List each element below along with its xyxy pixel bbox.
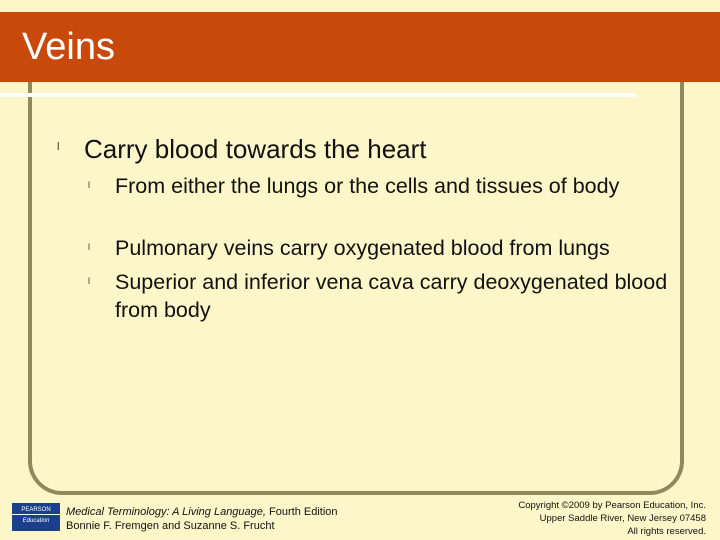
copyright-line-1: Copyright ©2009 by Pearson Education, Inc.: [518, 500, 706, 511]
footer-copyright: [518, 499, 706, 538]
sub-bullet-2: Pulmonary veins carry oxygenated blood from lungs: [115, 236, 610, 260]
sub-bullet-marker: l: [88, 180, 90, 190]
sub-bullet-marker: l: [88, 242, 90, 252]
pearson-logo: PEARSON Education: [12, 503, 60, 531]
copyright-line-3: All rights reserved.: [627, 526, 706, 537]
bullet-marker: l: [57, 141, 60, 153]
footer-citation: [66, 505, 338, 533]
sub-bullet-3: Superior and inferior vena cava carry deoxygenated blood from body: [115, 270, 668, 322]
slide-title: Veins: [22, 26, 115, 68]
frame-right-rail: [680, 97, 684, 457]
title-rule: [0, 93, 636, 97]
book-title: Medical Terminology: A Living Language,: [66, 506, 266, 518]
main-bullet: Carry blood towards the heart: [84, 134, 427, 164]
book-authors: Bonnie F. Fremgen and Suzanne S. Frucht: [66, 520, 275, 532]
book-edition: Fourth Edition: [265, 506, 338, 518]
sub-bullet-marker: l: [88, 276, 90, 286]
sub-bullet-1: From either the lungs or the cells and tissues of body: [115, 174, 620, 198]
copyright-line-2: Upper Saddle River, New Jersey 07458: [539, 513, 706, 524]
